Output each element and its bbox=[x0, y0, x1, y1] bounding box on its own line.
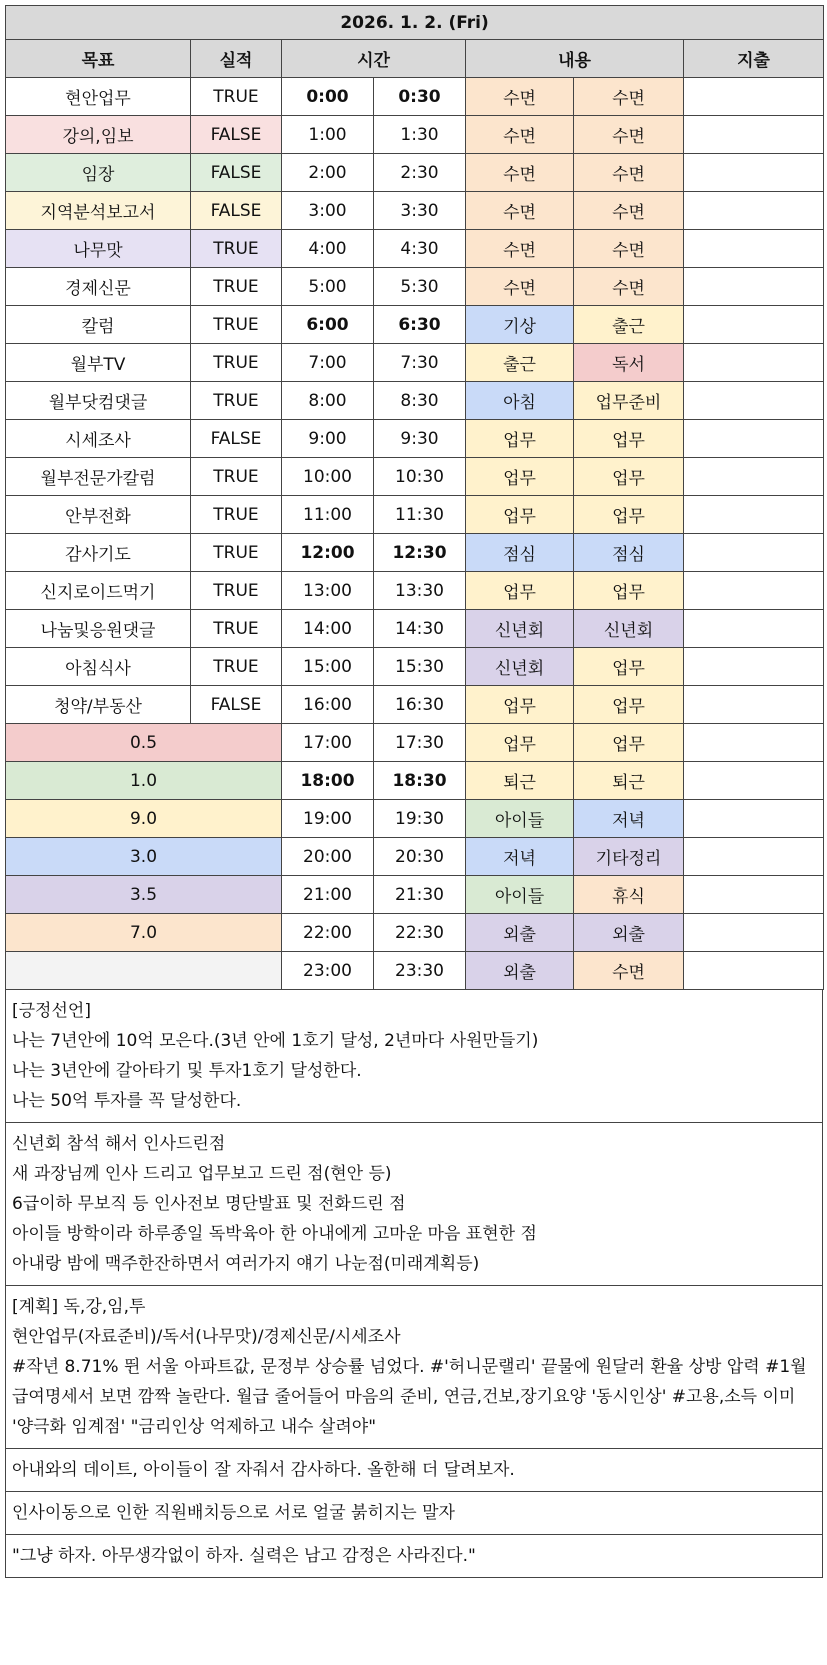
expense-cell[interactable] bbox=[684, 230, 824, 268]
time-start-cell[interactable]: 7:00 bbox=[282, 344, 374, 382]
goal-cell[interactable]: 지역분석보고서 bbox=[6, 192, 191, 230]
time-end-cell[interactable]: 12:30 bbox=[374, 534, 466, 572]
time-end-cell[interactable]: 9:30 bbox=[374, 420, 466, 458]
result-cell[interactable]: FALSE bbox=[191, 686, 282, 724]
memo-block[interactable] bbox=[5, 990, 823, 1123]
header-goal: 목표 bbox=[6, 40, 191, 78]
result-cell[interactable]: TRUE bbox=[191, 78, 282, 116]
goal-cell[interactable]: 월부TV bbox=[6, 344, 191, 382]
header-content: 내용 bbox=[466, 40, 684, 78]
memo-line: 6급이하 무보직 등 인사전보 명단발표 및 전화드린 점 bbox=[12, 1194, 406, 1214]
content-cell[interactable]: 점심 bbox=[574, 534, 684, 572]
time-end-cell[interactable]: 22:30 bbox=[374, 914, 466, 952]
goal-cell[interactable]: 청약/부동산 bbox=[6, 686, 191, 724]
memo-block[interactable] bbox=[5, 1449, 823, 1492]
time-end-cell[interactable]: 7:30 bbox=[374, 344, 466, 382]
content-cell[interactable]: 수면 bbox=[466, 192, 574, 230]
content-cell[interactable]: 독서 bbox=[574, 344, 684, 382]
expense-cell[interactable] bbox=[684, 572, 824, 610]
time-start-cell[interactable]: 14:00 bbox=[282, 610, 374, 648]
content-cell[interactable]: 업무 bbox=[466, 496, 574, 534]
time-start-cell[interactable]: 21:00 bbox=[282, 876, 374, 914]
content-cell[interactable]: 아이들 bbox=[466, 876, 574, 914]
result-cell[interactable]: FALSE bbox=[191, 154, 282, 192]
time-end-cell[interactable]: 10:30 bbox=[374, 458, 466, 496]
time-end-cell[interactable]: 11:30 bbox=[374, 496, 466, 534]
result-cell[interactable]: FALSE bbox=[191, 420, 282, 458]
sheet-date-title: 2026. 1. 2. (Fri) bbox=[6, 6, 824, 40]
time-start-cell[interactable]: 18:00 bbox=[282, 762, 374, 800]
expense-cell[interactable] bbox=[684, 534, 824, 572]
content-cell[interactable]: 업무준비 bbox=[574, 382, 684, 420]
goal-cell[interactable]: 월부닷컴댓글 bbox=[6, 382, 191, 420]
result-cell[interactable]: TRUE bbox=[191, 268, 282, 306]
time-end-cell[interactable]: 15:30 bbox=[374, 648, 466, 686]
content-cell[interactable]: 업무 bbox=[466, 572, 574, 610]
content-cell[interactable]: 수면 bbox=[466, 268, 574, 306]
content-cell[interactable]: 수면 bbox=[466, 116, 574, 154]
content-cell[interactable]: 업무 bbox=[466, 458, 574, 496]
content-cell[interactable]: 저녁 bbox=[574, 800, 684, 838]
result-cell[interactable]: TRUE bbox=[191, 572, 282, 610]
time-start-cell[interactable]: 4:00 bbox=[282, 230, 374, 268]
header-result: 실적 bbox=[191, 40, 282, 78]
time-start-cell[interactable]: 0:00 bbox=[282, 78, 374, 116]
goal-cell[interactable]: 임장 bbox=[6, 154, 191, 192]
content-cell[interactable]: 업무 bbox=[574, 686, 684, 724]
content-cell[interactable]: 외출 bbox=[466, 914, 574, 952]
expense-cell[interactable] bbox=[684, 192, 824, 230]
time-end-cell[interactable]: 17:30 bbox=[374, 724, 466, 762]
content-cell[interactable]: 기상 bbox=[466, 306, 574, 344]
content-cell[interactable]: 수면 bbox=[574, 116, 684, 154]
time-end-cell[interactable]: 16:30 bbox=[374, 686, 466, 724]
time-start-cell[interactable]: 6:00 bbox=[282, 306, 374, 344]
table-row bbox=[6, 420, 824, 458]
expense-cell[interactable] bbox=[684, 838, 824, 876]
content-cell[interactable]: 업무 bbox=[466, 724, 574, 762]
time-end-cell[interactable]: 6:30 bbox=[374, 306, 466, 344]
result-cell[interactable]: TRUE bbox=[191, 230, 282, 268]
summary-cell[interactable]: 1.0 bbox=[6, 762, 282, 800]
memo-line: 아내와의 데이트, 아이들이 잘 자줘서 감사하다. 올한해 더 달려보자. bbox=[12, 1460, 515, 1480]
time-end-cell[interactable]: 8:30 bbox=[374, 382, 466, 420]
result-cell[interactable]: FALSE bbox=[191, 192, 282, 230]
memo-block[interactable] bbox=[5, 1492, 823, 1535]
table-row bbox=[6, 762, 824, 800]
content-cell[interactable]: 외출 bbox=[574, 914, 684, 952]
result-cell[interactable]: TRUE bbox=[191, 534, 282, 572]
result-cell[interactable]: TRUE bbox=[191, 496, 282, 534]
result-cell[interactable]: FALSE bbox=[191, 116, 282, 154]
result-cell[interactable]: TRUE bbox=[191, 344, 282, 382]
goal-cell[interactable]: 월부전문가칼럼 bbox=[6, 458, 191, 496]
expense-cell[interactable] bbox=[684, 686, 824, 724]
table-row bbox=[6, 914, 824, 952]
content-cell[interactable]: 업무 bbox=[574, 496, 684, 534]
time-end-cell[interactable]: 21:30 bbox=[374, 876, 466, 914]
table-row bbox=[6, 572, 824, 610]
time-start-cell[interactable]: 23:00 bbox=[282, 952, 374, 990]
content-cell[interactable]: 신년회 bbox=[466, 648, 574, 686]
result-cell[interactable]: TRUE bbox=[191, 648, 282, 686]
time-start-cell[interactable]: 10:00 bbox=[282, 458, 374, 496]
time-start-cell[interactable]: 12:00 bbox=[282, 534, 374, 572]
memo-block[interactable] bbox=[5, 1123, 823, 1286]
goal-cell[interactable]: 감사기도 bbox=[6, 534, 191, 572]
table-row bbox=[6, 952, 824, 990]
time-end-cell[interactable]: 0:30 bbox=[374, 78, 466, 116]
goal-cell[interactable]: 안부전화 bbox=[6, 496, 191, 534]
schedule-table bbox=[5, 5, 824, 990]
time-start-cell[interactable]: 9:00 bbox=[282, 420, 374, 458]
content-cell[interactable]: 신년회 bbox=[466, 610, 574, 648]
time-start-cell[interactable]: 11:00 bbox=[282, 496, 374, 534]
expense-cell[interactable] bbox=[684, 306, 824, 344]
time-end-cell[interactable]: 20:30 bbox=[374, 838, 466, 876]
result-cell[interactable]: TRUE bbox=[191, 306, 282, 344]
time-end-cell[interactable]: 13:30 bbox=[374, 572, 466, 610]
content-cell[interactable]: 수면 bbox=[466, 78, 574, 116]
content-cell[interactable]: 신년회 bbox=[574, 610, 684, 648]
time-start-cell[interactable]: 22:00 bbox=[282, 914, 374, 952]
time-start-cell[interactable]: 8:00 bbox=[282, 382, 374, 420]
time-end-cell[interactable]: 23:30 bbox=[374, 952, 466, 990]
result-cell[interactable]: TRUE bbox=[191, 382, 282, 420]
memo-line: [긍정선언] bbox=[12, 1001, 91, 1021]
memo-line: 인사이동으로 인한 직원배치등으로 서로 얼굴 붉히지는 말자 bbox=[12, 1503, 455, 1523]
expense-cell[interactable] bbox=[684, 762, 824, 800]
content-cell[interactable]: 업무 bbox=[574, 572, 684, 610]
summary-cell[interactable]: 3.5 bbox=[6, 876, 282, 914]
time-start-cell[interactable]: 2:00 bbox=[282, 154, 374, 192]
table-row bbox=[6, 154, 824, 192]
table-row bbox=[6, 648, 824, 686]
expense-cell[interactable] bbox=[684, 876, 824, 914]
content-cell[interactable]: 휴식 bbox=[574, 876, 684, 914]
table-row bbox=[6, 116, 824, 154]
table-row bbox=[6, 230, 824, 268]
time-start-cell[interactable]: 3:00 bbox=[282, 192, 374, 230]
content-cell[interactable]: 점심 bbox=[466, 534, 574, 572]
expense-cell[interactable] bbox=[684, 458, 824, 496]
expense-cell[interactable] bbox=[684, 952, 824, 990]
expense-cell[interactable] bbox=[684, 610, 824, 648]
content-cell[interactable]: 업무 bbox=[574, 420, 684, 458]
content-cell[interactable]: 출근 bbox=[574, 306, 684, 344]
header-expense: 지출 bbox=[684, 40, 824, 78]
expense-cell[interactable] bbox=[684, 800, 824, 838]
time-start-cell[interactable]: 16:00 bbox=[282, 686, 374, 724]
content-cell[interactable]: 수면 bbox=[574, 78, 684, 116]
time-end-cell[interactable]: 5:30 bbox=[374, 268, 466, 306]
result-cell[interactable]: TRUE bbox=[191, 458, 282, 496]
content-cell[interactable]: 저녁 bbox=[466, 838, 574, 876]
table-row bbox=[6, 268, 824, 306]
table-row bbox=[6, 192, 824, 230]
time-start-cell[interactable]: 1:00 bbox=[282, 116, 374, 154]
content-cell[interactable]: 퇴근 bbox=[466, 762, 574, 800]
time-end-cell[interactable]: 4:30 bbox=[374, 230, 466, 268]
table-row bbox=[6, 458, 824, 496]
memo-line: 아내랑 밤에 맥주한잔하면서 여러가지 얘기 나눈점(미래계획등) bbox=[12, 1254, 480, 1274]
time-start-cell[interactable]: 17:00 bbox=[282, 724, 374, 762]
content-cell[interactable]: 수면 bbox=[574, 230, 684, 268]
expense-cell[interactable] bbox=[684, 724, 824, 762]
memo-line: "그냥 하자. 아무생각없이 하자. 실력은 남고 감정은 사라진다." bbox=[12, 1546, 476, 1566]
content-cell[interactable]: 수면 bbox=[574, 154, 684, 192]
goal-cell[interactable]: 현안업무 bbox=[6, 78, 191, 116]
content-cell[interactable]: 기타정리 bbox=[574, 838, 684, 876]
memo-block[interactable] bbox=[5, 1286, 823, 1449]
table-row bbox=[6, 344, 824, 382]
memo-line: 나는 7년안에 10억 모은다.(3년 안에 1호기 달성, 2년마다 사원만들기) bbox=[12, 1031, 539, 1051]
table-row bbox=[6, 496, 824, 534]
summary-cell[interactable]: 3.0 bbox=[6, 838, 282, 876]
goal-cell[interactable]: 칼럼 bbox=[6, 306, 191, 344]
content-cell[interactable]: 수면 bbox=[574, 268, 684, 306]
time-end-cell[interactable]: 14:30 bbox=[374, 610, 466, 648]
expense-cell[interactable] bbox=[684, 420, 824, 458]
summary-cell[interactable]: 0.5 bbox=[6, 724, 282, 762]
time-start-cell[interactable]: 5:00 bbox=[282, 268, 374, 306]
expense-cell[interactable] bbox=[684, 78, 824, 116]
header-time: 시간 bbox=[282, 40, 466, 78]
memo-line: 아이들 방학이라 하루종일 독박육아 한 아내에게 고마운 마음 표현한 점 bbox=[12, 1224, 537, 1244]
content-cell[interactable]: 아침 bbox=[466, 382, 574, 420]
time-end-cell[interactable]: 3:30 bbox=[374, 192, 466, 230]
goal-cell[interactable]: 경제신문 bbox=[6, 268, 191, 306]
time-end-cell[interactable]: 2:30 bbox=[374, 154, 466, 192]
time-start-cell[interactable]: 20:00 bbox=[282, 838, 374, 876]
time-start-cell[interactable]: 19:00 bbox=[282, 800, 374, 838]
content-cell[interactable]: 업무 bbox=[574, 458, 684, 496]
content-cell[interactable]: 업무 bbox=[574, 648, 684, 686]
memo-line: [계획] 독,강,임,투 bbox=[12, 1297, 146, 1317]
table-row bbox=[6, 78, 824, 116]
summary-cell[interactable] bbox=[6, 952, 282, 990]
content-cell[interactable]: 아이들 bbox=[466, 800, 574, 838]
goal-cell[interactable]: 나무맛 bbox=[6, 230, 191, 268]
summary-cell[interactable]: 9.0 bbox=[6, 800, 282, 838]
expense-cell[interactable] bbox=[684, 914, 824, 952]
content-cell[interactable]: 수면 bbox=[466, 154, 574, 192]
goal-cell[interactable]: 아침식사 bbox=[6, 648, 191, 686]
goal-cell[interactable]: 강의,임보 bbox=[6, 116, 191, 154]
table-row bbox=[6, 838, 824, 876]
content-cell[interactable]: 출근 bbox=[466, 344, 574, 382]
content-cell[interactable]: 수면 bbox=[574, 192, 684, 230]
expense-cell[interactable] bbox=[684, 344, 824, 382]
memo-line: 나는 50억 투자를 꼭 달성한다. bbox=[12, 1091, 242, 1111]
table-row bbox=[6, 382, 824, 420]
content-cell[interactable]: 외출 bbox=[466, 952, 574, 990]
memo-line: 신년회 참석 해서 인사드린점 bbox=[12, 1134, 226, 1154]
expense-cell[interactable] bbox=[684, 382, 824, 420]
result-cell[interactable]: TRUE bbox=[191, 610, 282, 648]
content-cell[interactable]: 수면 bbox=[466, 230, 574, 268]
expense-cell[interactable] bbox=[684, 496, 824, 534]
memo-line: 새 과장님께 인사 드리고 업무보고 드린 점(현안 등) bbox=[12, 1164, 392, 1184]
content-cell[interactable]: 업무 bbox=[466, 686, 574, 724]
memo-block[interactable] bbox=[5, 1535, 823, 1578]
content-cell[interactable]: 업무 bbox=[574, 724, 684, 762]
expense-cell[interactable] bbox=[684, 116, 824, 154]
table-row bbox=[6, 800, 824, 838]
content-cell[interactable]: 업무 bbox=[466, 420, 574, 458]
table-row bbox=[6, 534, 824, 572]
summary-cell[interactable]: 7.0 bbox=[6, 914, 282, 952]
expense-cell[interactable] bbox=[684, 154, 824, 192]
table-row bbox=[6, 306, 824, 344]
table-row bbox=[6, 610, 824, 648]
goal-cell[interactable]: 나눔및응원댓글 bbox=[6, 610, 191, 648]
time-end-cell[interactable]: 19:30 bbox=[374, 800, 466, 838]
time-start-cell[interactable]: 13:00 bbox=[282, 572, 374, 610]
time-end-cell[interactable]: 18:30 bbox=[374, 762, 466, 800]
expense-cell[interactable] bbox=[684, 648, 824, 686]
table-row bbox=[6, 876, 824, 914]
goal-cell[interactable]: 시세조사 bbox=[6, 420, 191, 458]
content-cell[interactable]: 수면 bbox=[574, 952, 684, 990]
memo-line: 현안업무(자료준비)/독서(나무맛)/경제신문/시세조사 bbox=[12, 1327, 401, 1347]
goal-cell[interactable]: 신지로이드먹기 bbox=[6, 572, 191, 610]
time-end-cell[interactable]: 1:30 bbox=[374, 116, 466, 154]
expense-cell[interactable] bbox=[684, 268, 824, 306]
time-start-cell[interactable]: 15:00 bbox=[282, 648, 374, 686]
daily-planner-sheet bbox=[5, 5, 823, 1578]
table-row bbox=[6, 686, 824, 724]
table-row bbox=[6, 724, 824, 762]
memo-line: 나는 3년안에 갈아타기 및 투자1호기 달성한다. bbox=[12, 1061, 362, 1081]
memo-line: #작년 8.71% 뛴 서울 아파트값, 문정부 상승률 넘었다. #'허니문랠리' 끝물에 원달러 환율 상방 압력 #1월 급여명세서 보면 깜짝 놀란다. 월급 줄어들어 마음의 준비, 연금,건보,장기요양 '동시인상' #고용,소득 이미 '양극화 임계점' "금리인상 억제하고 내수 살려야" bbox=[12, 1357, 807, 1437]
content-cell[interactable]: 퇴근 bbox=[574, 762, 684, 800]
